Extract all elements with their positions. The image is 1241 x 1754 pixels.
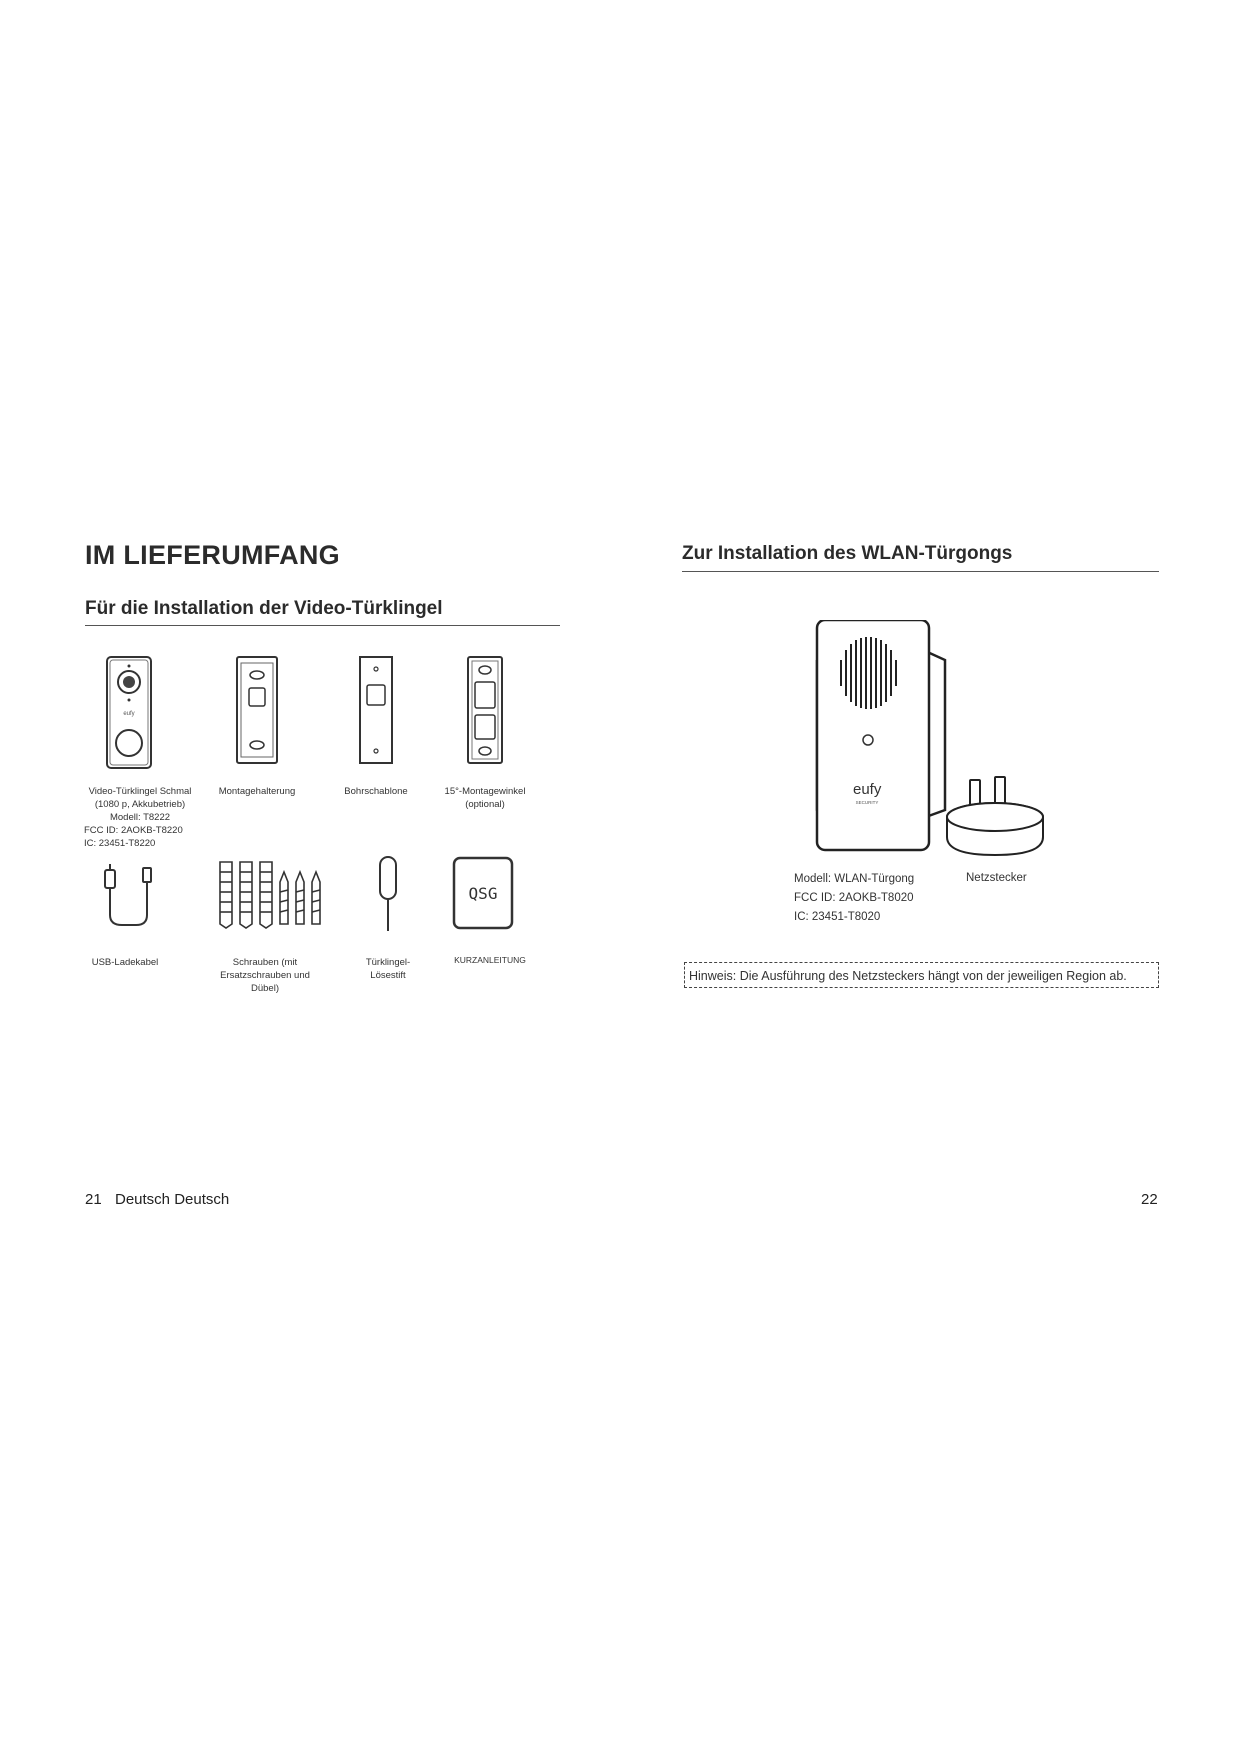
- chime-caption: [794, 870, 914, 927]
- plug-caption: Netzstecker: [966, 872, 1027, 884]
- section-title-doorbell: Für die Installation der Video-Türklingel: [85, 598, 443, 619]
- caption-line: 15°-Montagewinkel: [444, 786, 526, 797]
- caption-wedge: [430, 785, 540, 811]
- caption-line: Video-Türklingel Schmal: [88, 786, 192, 797]
- mounting-bracket-icon: [235, 655, 279, 765]
- page-title: IM LIEFERUMFANG: [85, 540, 340, 570]
- caption-doorbell: [80, 785, 200, 824]
- qsg-icon: [452, 856, 514, 930]
- caption-line: Montagehalterung: [218, 786, 296, 797]
- chime-icon: [805, 620, 955, 855]
- chime-fcc-id: FCC ID: 2AOKB-T8020: [794, 892, 914, 904]
- caption-line: (1080 p, Akkubetrieb): [94, 799, 186, 810]
- caption-line: Schrauben (mit: [232, 957, 298, 968]
- note-box: Hinweis: Die Ausführung des Netzsteckers hängt von der jeweiligen Region ab.: [684, 962, 1159, 988]
- caption-usb: [80, 956, 170, 969]
- caption-line: Lösestift: [370, 970, 406, 981]
- caption-line: Modell: T8222: [109, 812, 171, 823]
- caption-line: KURZANLEITUNG: [454, 955, 526, 965]
- caption-line: Ersatzschrauben und: [220, 970, 310, 981]
- screws-icon: [214, 858, 324, 930]
- chime-model: Modell: WLAN-Türgong: [794, 873, 915, 885]
- wedge-mount-icon: [466, 655, 504, 765]
- caption-screws: [205, 956, 325, 995]
- plug-icon: [940, 775, 1050, 865]
- release-pin-icon: [377, 855, 399, 935]
- fcc-id: FCC ID: 2AOKB-T8220: [84, 825, 183, 836]
- caption-pin: [348, 956, 428, 982]
- caption-bracket: [207, 785, 307, 798]
- section-title-chime: Zur Installation des WLAN-Türgongs: [682, 543, 1013, 564]
- qsg-label: QSG: [468, 884, 498, 903]
- doorbell-ids: [84, 824, 224, 850]
- caption-line: USB-Ladekabel: [91, 957, 159, 968]
- chime-ic-id: IC: 23451-T8020: [794, 911, 881, 923]
- caption-line: Bohrschablone: [344, 786, 408, 797]
- drill-template-icon: [358, 655, 394, 765]
- section-divider: [682, 571, 1159, 572]
- caption-line: (optional): [465, 799, 505, 810]
- caption-template: [326, 785, 426, 798]
- doorbell-icon: [105, 655, 153, 770]
- footer-language: Deutsch Deutsch: [115, 1191, 230, 1208]
- chime-logo-sub: SECURITY: [855, 800, 879, 805]
- page-number-left: 21: [85, 1191, 102, 1208]
- usb-cable-icon: [100, 860, 160, 930]
- chime-logo: eufy: [853, 781, 882, 798]
- caption-line: Dübel): [251, 983, 279, 994]
- caption-qsg: [435, 954, 545, 967]
- section-divider: [85, 625, 560, 626]
- ic-id: IC: 23451-T8220: [84, 838, 156, 849]
- svg-text:eufy: eufy: [123, 711, 135, 717]
- caption-line: Türklingel-: [365, 957, 411, 968]
- page-number-right: 22: [1141, 1191, 1158, 1208]
